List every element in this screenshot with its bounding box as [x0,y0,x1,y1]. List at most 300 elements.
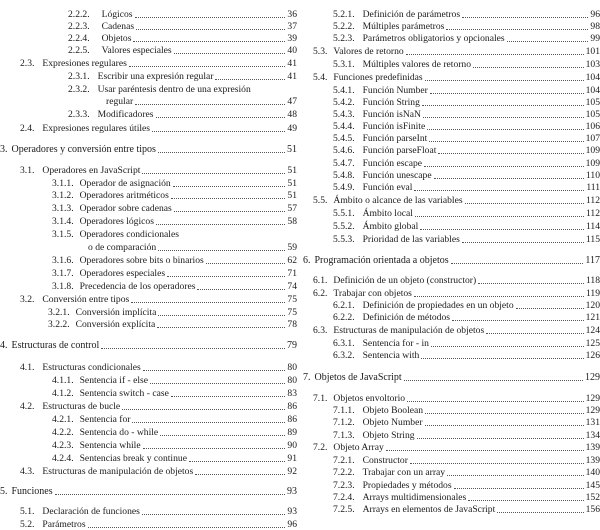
toc-entry-5-4-8 [303,169,600,181]
section-title: Funciones predefinidas [333,72,423,84]
page-number: 71 [287,268,297,280]
page-number: 75 [287,307,297,319]
toc-entry-5-2 [0,518,297,530]
section-number: 5.4.9. [333,182,355,194]
section-title: Valores de retorno [333,46,404,58]
dot-leader [421,358,583,359]
section-number: 6.1. [313,275,328,287]
page-number: 103 [585,59,600,71]
page-number: 80 [287,362,297,374]
section-title: Modificadores [97,109,154,121]
section-number: 5.4.4. [333,121,355,133]
section-number: 5.4.2. [333,97,355,109]
page-number: 109 [585,158,600,170]
page-number: 118 [585,275,600,287]
toc-entry-3-1-8 [0,280,297,292]
page-number: 47 [287,96,297,108]
section-number: 3.1.8. [52,281,74,293]
dot-leader [424,166,584,167]
section-number: 3.1.7. [52,268,74,280]
dot-leader [431,346,584,347]
dot-leader [465,203,584,204]
section-title: Usar paréntesis dentro de una expresión [97,84,251,96]
section-title: Objetos envoltorio [333,393,406,405]
toc-entry-7-2 [303,441,600,453]
section-title: Programación orientada a objetos [314,255,449,266]
section-title: o de comparación [88,242,157,254]
dot-leader [88,527,286,528]
toc-entry-7-1-2 [303,416,600,428]
section-number: 6.3.1. [333,338,355,350]
page-number: 58 [287,216,297,228]
section-title: Operadores y conversión entre tipos [11,144,156,155]
toc-entry-5 [0,485,297,497]
dot-leader [133,41,285,42]
section-title: Operadores sobre bits o binarios [79,255,204,267]
section-number: 5.2.1. [333,9,355,21]
section-title: Ámbito global [362,221,419,233]
section-title: Estructuras de control [11,340,100,351]
toc-entry-4-2-4 [0,452,297,464]
section-number: 7.2.4. [333,492,355,504]
section-title: Función isNaN [362,109,421,121]
toc-entry-5-3 [303,45,600,57]
section-number: 2.2.4. [68,33,90,45]
section-title: Operador sobre cadenas [79,203,172,215]
section-number: 4.2.1. [52,414,74,426]
dot-leader [189,461,285,462]
toc-entry-4-1-2 [0,387,297,399]
toc-entry-2-3-2 [0,83,297,95]
toc-entry-6-2-2 [303,311,600,323]
toc-entry-5-5 [303,194,600,206]
dot-leader [171,396,286,397]
section-title: Función isFinite [362,121,426,133]
toc-entry-entry [0,241,297,253]
section-number: 7.2.5. [333,504,355,516]
section-number: 3.1. [20,165,35,177]
page-number: 111 [586,182,600,194]
dot-leader [451,263,584,264]
page-number: 91 [287,453,297,465]
toc-entry-3-2-1 [0,306,297,318]
toc-entry-5-5-1 [303,207,600,219]
dot-leader [425,80,584,81]
section-number: 5.4.1. [333,85,355,97]
toc-entry-5-4-6 [303,144,600,156]
toc-entry-5-5-2 [303,220,600,232]
section-number: 7.2.3. [333,480,355,492]
section-title: Estructuras de bucle [42,401,121,413]
section-number: 4.3. [20,466,35,478]
dot-leader [404,380,583,381]
section-number: 2.3.2. [68,84,90,96]
dot-leader [497,512,583,513]
page-number: 39 [287,33,297,45]
page-number: 104 [585,72,600,84]
section-number: 6.2. [313,288,328,300]
section-number: 4.2. [20,401,35,413]
page-number: 51 [287,178,297,190]
dot-leader [157,327,285,328]
page-number: 79 [287,340,297,351]
section-title: Función parseFloat [362,145,437,157]
toc-entry-entry [0,95,297,107]
section-number: 7.1. [313,393,328,405]
section-number: 4.1.1. [52,375,74,387]
section-title: Ámbito o alcance de las variables [333,195,463,207]
dot-leader [420,229,584,230]
page-number: 90 [287,440,297,452]
toc-entry-7-2-5 [303,503,600,515]
section-title: Operadores especiales [79,268,166,280]
section-title: Sentencia switch - case [79,388,169,400]
section-title: Conversión explícita [75,319,156,331]
page-number: 152 [585,492,600,504]
toc-entry-4-2-3 [0,439,297,451]
section-title: Trabajar con objetos [333,288,412,300]
toc-entry-5-4-3 [303,108,600,120]
dot-leader [143,370,286,371]
dot-leader [478,283,584,284]
dot-leader [174,211,286,212]
section-number: 3.2.2. [48,319,70,331]
toc-entry-2-2-3 [0,20,297,32]
section-number: 4. [0,340,8,351]
page-number: 112 [585,208,600,220]
section-number: 2.2.3. [68,21,90,33]
section-title: Sentencia do - while [79,427,159,439]
page-number: 86 [287,401,297,413]
section-number: 5.5.2. [333,221,355,233]
page-number: 41 [287,71,297,83]
toc-entry-2-3-3 [0,108,297,120]
dot-leader [206,263,286,264]
page-number: 117 [585,255,600,266]
page-number: 156 [585,504,600,516]
section-number: 4.1. [20,362,35,374]
dot-leader [454,488,584,489]
dot-leader [423,117,584,118]
page-number: 125 [585,338,600,350]
toc-entry-5-4-4 [303,120,600,132]
toc-entry-3-1-5 [0,228,297,240]
page-number: 109 [585,145,600,157]
dot-leader [135,17,286,18]
section-title: Trabajar con un array [362,467,446,479]
section-title: Precedencia de los operadores [79,281,196,293]
section-title: Funciones [11,486,53,497]
page-number: 83 [287,388,297,400]
dot-leader [142,173,285,174]
section-title: Función escape [362,158,423,170]
toc-entry-2-2-5 [0,44,297,56]
dot-leader [417,438,584,439]
dot-leader [135,104,285,105]
section-number: 5.4.7. [333,158,355,170]
section-title: Sentencias break y continue [79,453,187,465]
section-title: Estructuras condicionales [42,362,141,374]
section-title: Operadores condicionales [79,229,179,241]
dot-leader [129,66,286,67]
section-number: 6.2.2. [333,312,355,324]
page-number: 112 [585,195,600,207]
section-number: 5.1. [20,506,35,518]
dot-leader [156,117,286,118]
section-number: 5.2.3. [333,33,355,45]
dot-leader [197,289,285,290]
section-title: Objetos de JavaScript [314,372,402,383]
section-title: Valores especiales [101,45,172,57]
toc-entry-5-2-1 [303,8,600,20]
page-number: 80 [287,375,297,387]
section-title: Función unescape [362,170,432,182]
section-number: 2.3.1. [68,71,90,83]
page-number: 105 [585,109,600,121]
dot-leader [158,152,285,153]
toc-entry-4-1-1 [0,374,297,386]
dot-leader [167,276,285,277]
section-number: 4.2.4. [52,453,74,465]
toc-entry-7-2-1 [303,454,600,466]
section-number: 4.2.3. [52,440,74,452]
section-number: 3.1.2. [52,190,74,202]
page-number: 48 [287,109,297,121]
toc-entry-2-4 [0,122,297,134]
dot-leader [415,216,584,217]
section-title: Cadenas [101,21,135,33]
dot-leader [122,409,285,410]
section-number: 2.2.2. [68,9,90,21]
section-number: 3.1.5. [52,229,74,241]
page-number: 119 [585,288,600,300]
toc-entry-7-2-2 [303,466,600,478]
dot-leader [406,54,584,55]
section-number: 3.1.6. [52,255,74,267]
toc-entry-4-2-1 [0,413,297,425]
dot-leader [414,296,584,297]
section-number: 3.1.3. [52,203,74,215]
toc-entry-4-2-2 [0,426,297,438]
toc-entry-5-1 [0,505,297,517]
section-title: Escribir una expresión regular [97,71,214,83]
dot-leader [158,315,285,316]
page-number: 139 [585,442,600,454]
dot-leader [131,302,285,303]
section-number: 5.4.3. [333,109,355,121]
page-number: 98 [590,21,600,33]
toc-entry-5-2-2 [303,20,600,32]
dot-leader [173,186,286,187]
section-number: 5.3.1. [333,59,355,71]
dot-leader [160,435,285,436]
dot-leader [407,401,584,402]
page-number: 51 [287,190,297,202]
section-title: Estructuras de manipulación de objetos [333,325,485,337]
section-title: Función String [362,97,420,109]
toc-entry-5-4 [303,71,600,83]
dot-leader [438,153,583,154]
page-number: 99 [590,33,600,45]
toc-entry-2-3 [0,57,297,69]
page-number: 129 [585,372,600,383]
page-number: 51 [287,165,297,177]
toc-entry-5-4-2 [303,96,600,108]
dot-leader [425,425,584,426]
page-number: 101 [585,46,600,58]
page-number: 126 [585,350,600,362]
toc-entry-7 [303,371,600,383]
dot-leader [156,224,285,225]
section-title: Operadores lógicos [79,216,154,228]
page-number: 57 [287,203,297,215]
dot-leader [422,105,584,106]
toc-entry-3-1-1 [0,177,297,189]
section-title: Prioridad de las variables [362,234,460,246]
section-number: 3. [0,144,8,155]
section-number: 3.1.1. [52,178,74,190]
section-number: 3.2. [20,294,35,306]
section-title: Arrays multidimensionales [362,492,467,504]
section-title: Definición de propiedades en un objeto [362,300,514,312]
page-number: 62 [287,255,297,267]
dot-leader [468,500,583,501]
section-number: 7.2.2. [333,467,355,479]
page-number: 104 [585,85,600,97]
section-number: 3.1.4. [52,216,74,228]
section-number: 7. [303,372,311,383]
section-number: 7.2. [313,442,328,454]
section-number: 6.2.1. [333,300,355,312]
toc-entry-3-1-3 [0,202,297,214]
section-title: Parámetros obligatorios y opcionales [362,33,505,45]
page-number: 78 [287,319,297,331]
dot-leader [427,129,583,130]
section-title: Constructor [362,455,408,467]
dot-leader [410,463,584,464]
toc-entry-7-1-3 [303,429,600,441]
section-number: 4.2.2. [52,427,74,439]
toc-entry-3-1 [0,164,297,176]
section-number: 2.2.5. [68,45,90,57]
section-number: 2.3. [20,58,35,70]
section-number: 2.4. [20,123,35,135]
page-number: 110 [585,170,600,182]
section-number: 5.5. [313,195,328,207]
page-number: 36 [287,9,297,21]
page-number: 93 [287,486,297,497]
section-number: 7.1.2. [333,417,355,429]
section-title: Definición de parámetros [362,9,461,21]
section-number: 7.2.1. [333,455,355,467]
section-number: 6. [303,255,311,266]
toc-entry-5-4-7 [303,157,600,169]
section-number: 5.3. [313,46,328,58]
section-title: Parámetros [42,519,86,530]
toc-entry-5-5-3 [303,233,600,245]
page-number: 129 [585,393,600,405]
dot-leader [425,413,584,414]
toc-entry-6-3-1 [303,337,600,349]
section-number: 5.2. [20,519,35,530]
section-number: 2.3.3. [68,109,90,121]
dot-leader [152,131,285,132]
dot-leader [143,448,286,449]
page-number: 124 [585,325,600,337]
dot-leader [430,93,584,94]
page-number: 107 [585,133,600,145]
dot-leader [174,53,286,54]
page-number: 37 [287,21,297,33]
toc-entry-7-1-1 [303,404,600,416]
dot-leader [101,348,285,349]
page-number: 106 [585,121,600,133]
page-number: 140 [585,467,600,479]
section-number: 7.1.1. [333,405,355,417]
section-title: Definición de métodos [362,312,450,324]
section-number: 4.1.2. [52,388,74,400]
section-title: Sentencia for - in [362,338,429,350]
toc-entry-2-3-1 [0,70,297,82]
section-title: Función eval [362,182,413,194]
section-title: Múltiples valores de retorno [362,59,472,71]
toc-entry-2-2-2 [0,8,297,20]
page-number: 41 [287,58,297,70]
section-title: Operadores en JavaScript [42,165,141,177]
section-title: Estructuras de manipulación de objetos [42,466,194,478]
section-number: 5.4. [313,72,328,84]
section-title: Función Number [362,85,428,97]
section-title: Arrays en elementos de JavaScript [362,504,496,516]
toc-entry-4-3 [0,465,297,477]
page-number: 121 [585,312,600,324]
section-number: 5.4.6. [333,145,355,157]
section-title: Sentencia while [79,440,141,452]
page-number: 74 [287,281,297,293]
page-number: 75 [287,294,297,306]
dot-leader [171,198,286,199]
dot-leader [142,514,286,515]
page-number: 92 [287,466,297,478]
section-number: 5.4.5. [333,133,355,145]
dot-leader [486,333,583,334]
page-number: 120 [585,300,600,312]
section-title: Objeto Number [362,417,423,429]
page-number: 139 [585,455,600,467]
toc-entry-3-1-7 [0,267,297,279]
dot-leader [473,67,584,68]
section-title: Definición de un objeto (constructor) [333,275,477,287]
toc-entry-5-4-1 [303,84,600,96]
section-title: Objeto String [362,430,415,442]
section-number: 5.5.1. [333,208,355,220]
section-title: Objetos [101,33,132,45]
page-number: 89 [287,427,297,439]
toc-entry-6-3 [303,324,600,336]
toc-entry-6-3-2 [303,349,600,361]
section-number: 5.5.3. [333,234,355,246]
dot-leader [414,190,584,191]
page-number: 86 [287,414,297,426]
dot-leader [462,17,588,18]
dot-leader [452,320,584,321]
toc-entry-5-4-9 [303,181,600,193]
dot-leader [215,79,285,80]
section-number: 3.2.1. [48,307,70,319]
section-title: Sentencia with [362,350,420,362]
section-title: Conversión entre tipos [42,294,130,306]
toc-entry-5-4-5 [303,132,600,144]
